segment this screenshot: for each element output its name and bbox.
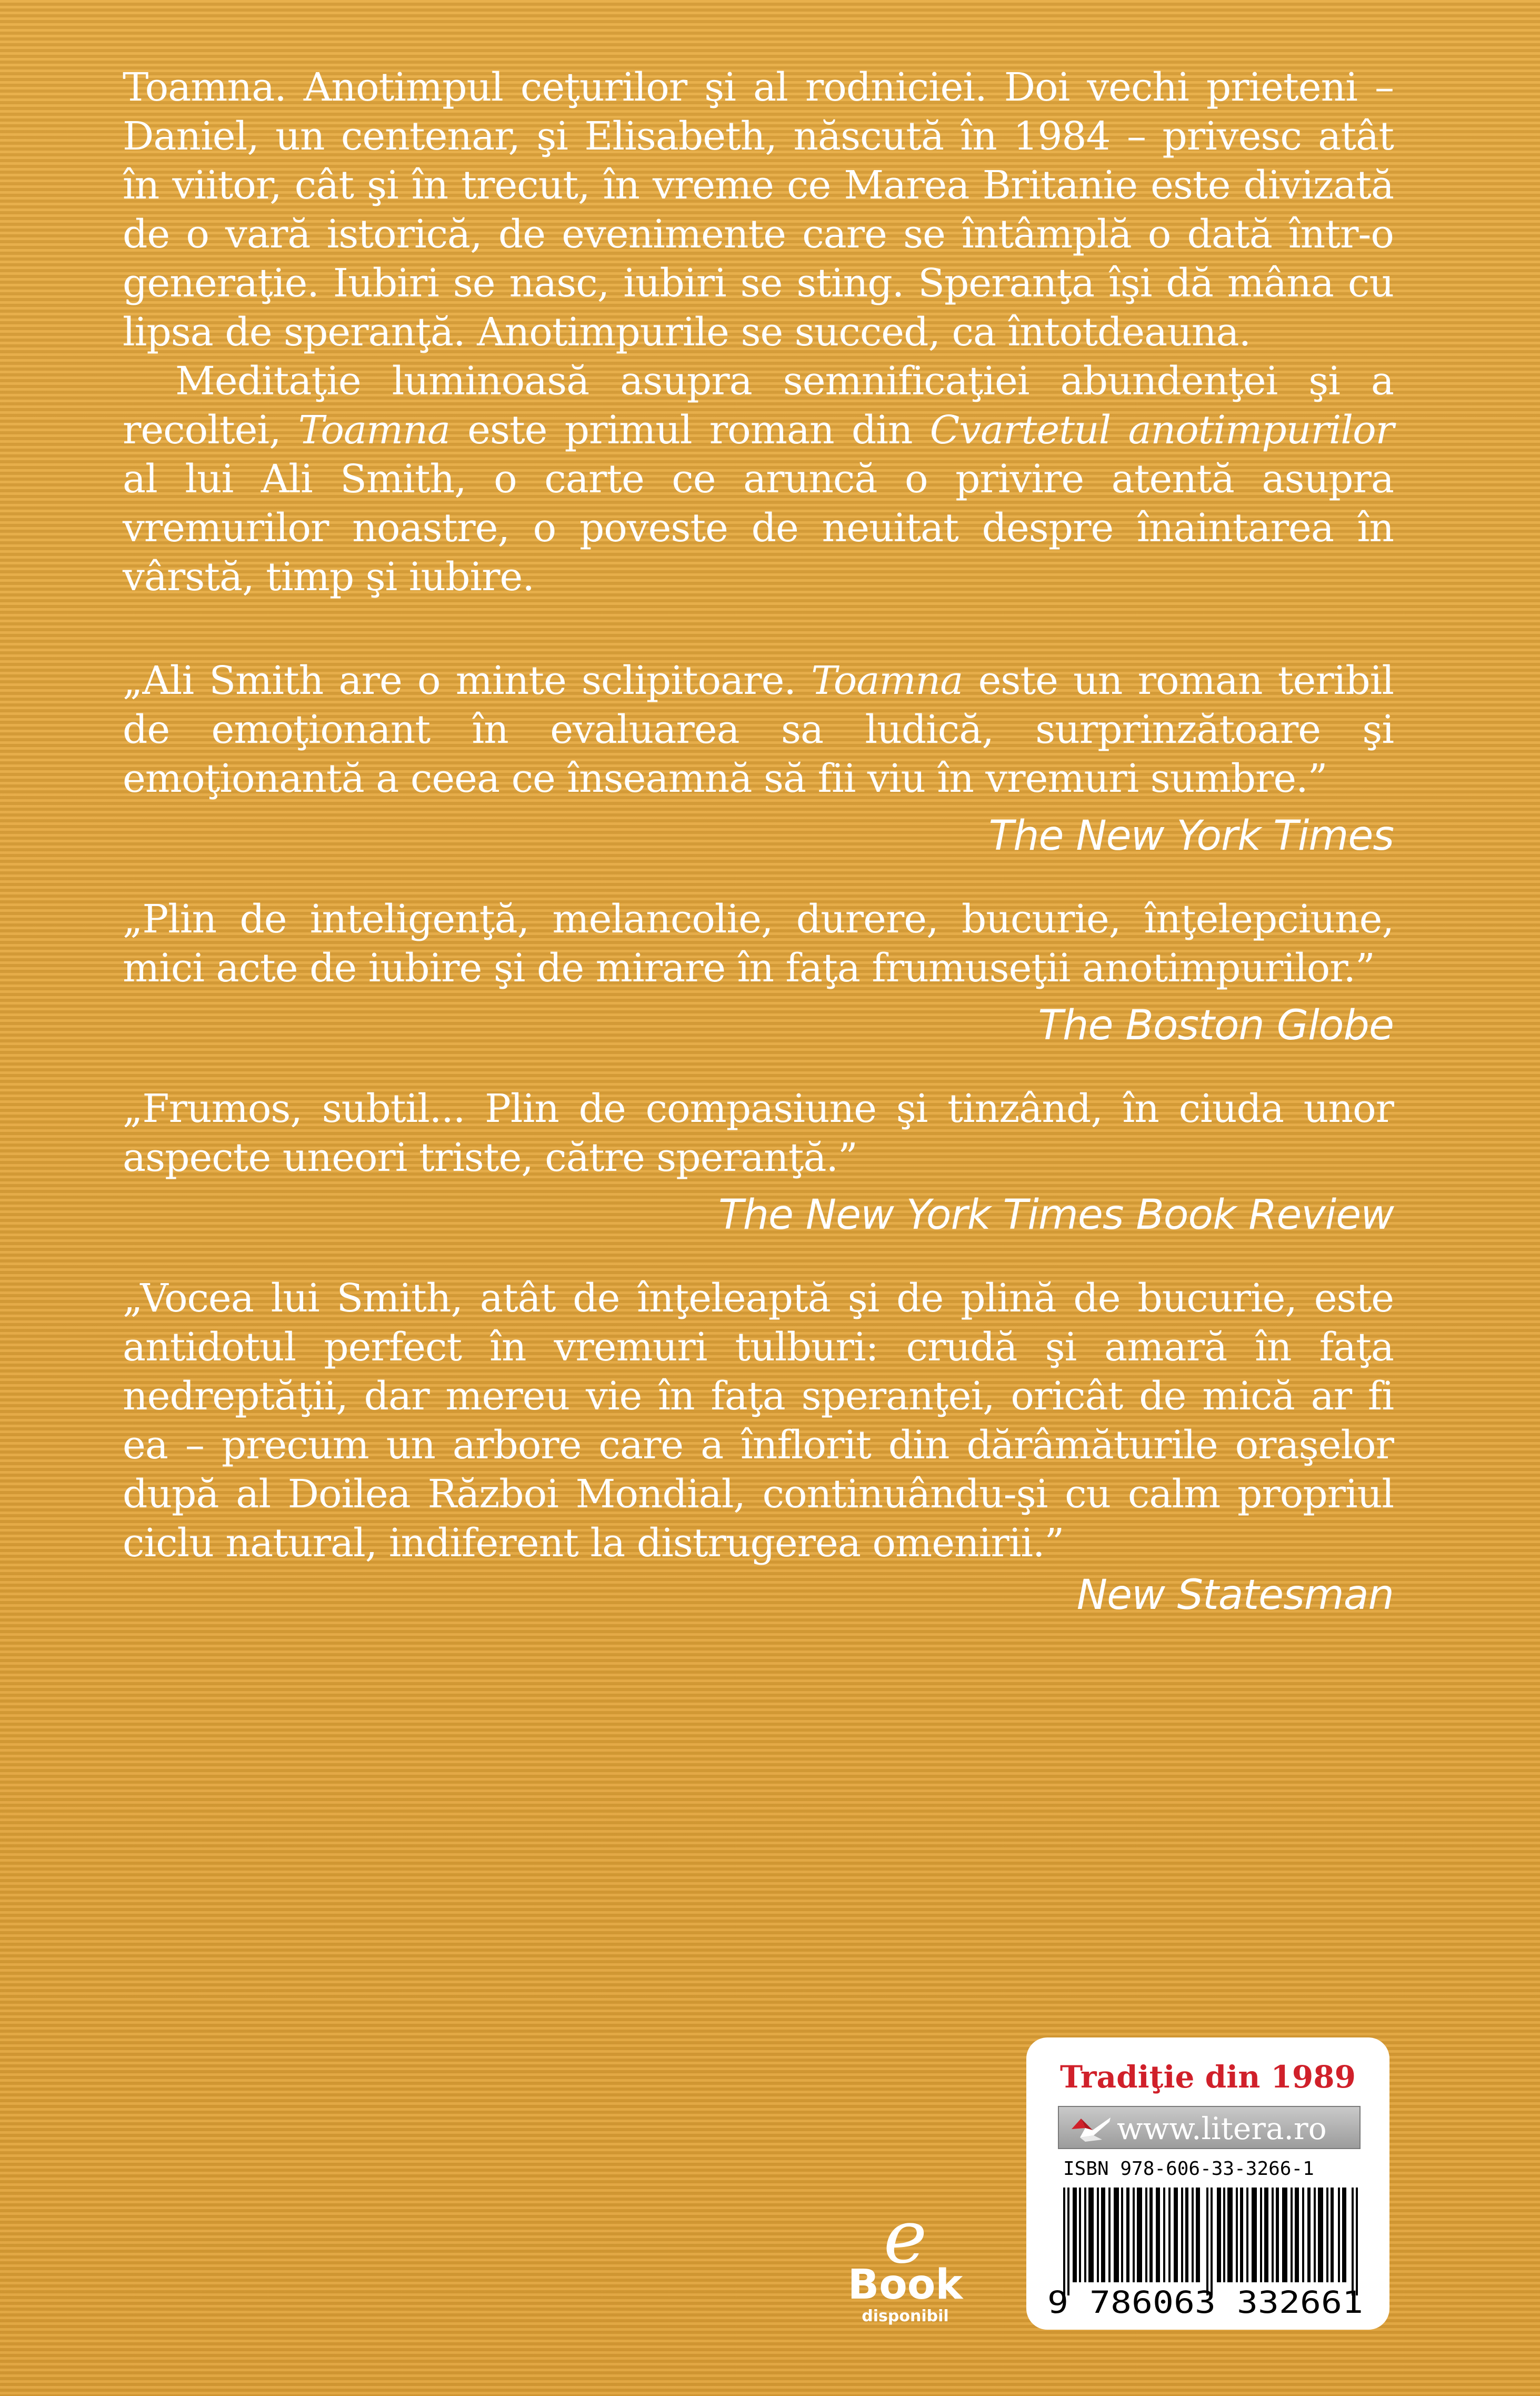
publisher-url: www.litera.ro: [1117, 2111, 1327, 2146]
quote-1-title: Toamna: [811, 658, 963, 703]
blurb-paragraph-2: [123, 357, 1394, 602]
publisher-tagline: Tradiţie din 1989: [1060, 2059, 1356, 2095]
barcode-digits: 9 786063 332661: [1047, 2284, 1363, 2317]
litera-logo-icon: [1069, 2114, 1112, 2143]
blurb-p2-text-2: este primul roman din: [449, 407, 930, 453]
review-source-3: The New York Times Book Review: [718, 1191, 1394, 1239]
review-quote-1: [123, 657, 1394, 803]
quote-1-text-b: este un roman teribil de emoţionant în evaluarea sa ludică, surprinzătoare şi emoţionantă a ceea ce înseamnă să fii viu în vremuri sumbre.”: [123, 658, 1394, 801]
review-quote-4: „Vocea lui Smith, atât de înţeleaptă şi de plină de bucurie, este antidotul perfect în vremuri tulburi: crudă şi amară în faţa nedreptăţii, dar mereu vie în faţa speranţei, oricât de mică ar fi ea – precum un arbore care a înflorit din dărâmăturile oraşelor după al Doilea Război Mondial, continuându-şi cu calm propriul ciclu natural, indiferent la distrugerea omenirii.”: [123, 1276, 1394, 1566]
isbn-number: ISBN 978-606-33-3266-1: [1063, 2158, 1314, 2180]
publisher-url-bar: [1058, 2106, 1361, 2149]
ebook-available-logo: [845, 2194, 966, 2327]
review-source-1: The New York Times: [988, 812, 1394, 860]
blurb-p2-title-cvartet: Cvartetul anotimpurilor: [929, 407, 1394, 453]
blurb-p2-text-1: Meditaţie luminoasă asupra semnificaţiei abundenţei şi a recoltei,: [123, 359, 1394, 453]
review-quote-3: „Frumos, subtil... Plin de compasiune şi tinzând, în ciuda unor aspecte uneori triste, către speranţă.”: [123, 1086, 1394, 1180]
blurb-paragraph-1: Toamna. Anotimpul ceţurilor şi al rodniciei. Doi vechi prieteni – Daniel, un centenar, şi Elisabeth, născută în 1984 – privesc atât în viitor, cât şi în trecut, în vreme ce Marea Britanie este divizată de o vară istorică, de evenimente care se întâmplă o dată într-o generaţie. Iubiri se nasc, iubiri se sting. Speranţa îşi dă mâna cu lipsa de speranţă. Anotimpurile se succed, ca întotdeauna.: [123, 65, 1394, 355]
blurb-p2-text-3: al lui Ali Smith, o carte ce aruncă o privire atentă asupra vremurilor noastre, o poveste de neuitat despre înaintarea în vârstă, timp şi iubire.: [123, 456, 1394, 600]
review-source-2: The Boston Globe: [1038, 1002, 1394, 1049]
quote-1-text-a: „Ali Smith are o minte sclipitoare.: [123, 658, 812, 703]
blurb-p2-title-toamna: Toamna: [298, 407, 450, 453]
ebook-e-icon: e: [883, 2194, 927, 2280]
ebook-word: Book: [847, 2261, 963, 2309]
barcode: [1047, 2188, 1374, 2317]
review-source-4: New Statesman: [1076, 1572, 1394, 1619]
review-quote-2: „Plin de inteligenţă, melancolie, durere, bucurie, înţelepciune, mici acte de iubire şi de mirare în faţa frumuseţii anotimpurilor.”: [123, 897, 1394, 991]
back-cover-text: [123, 63, 1394, 1623]
ebook-label: disponibil: [862, 2307, 949, 2325]
publisher-card: [1026, 2037, 1389, 2330]
